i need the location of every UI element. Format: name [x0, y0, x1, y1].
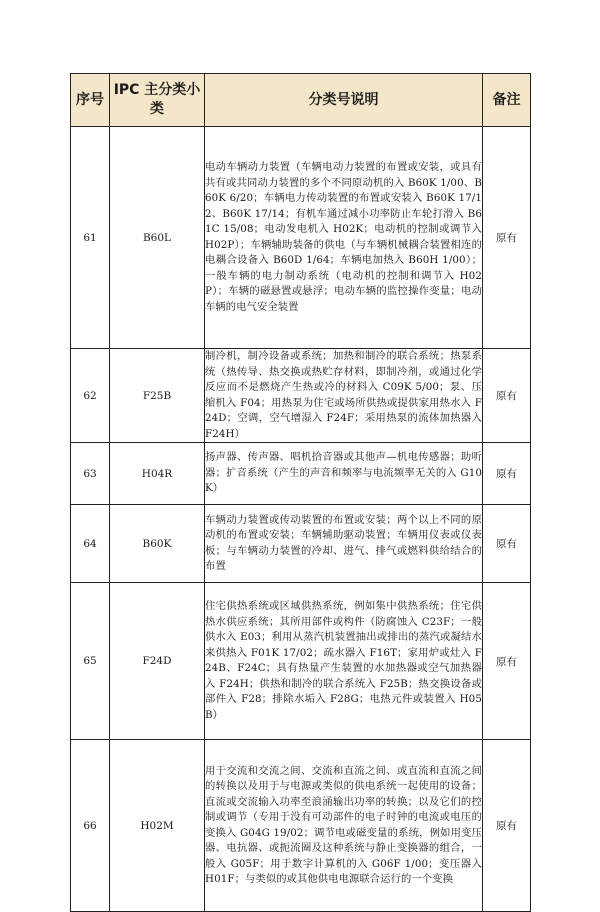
row-number: 65: [71, 583, 110, 740]
row-ipc-code: F24D: [110, 583, 205, 740]
row-description: 电动车辆动力装置（车辆电动力装置的布置或安装，或具有共有或共同动力装置的多个不同原动机的入 B60K 1/00、B60K 6/20；车辆电力传动装置的布置或安装入 B60K 17/12、B60K 17/14；有机车通过减小功率防止车轮打滑入 B61C 15/08；电动发电机入 H02K；电动机的控制或调节入 H02P）；车辆辅助装备的供电（与车辆机械耦合装置相连的电耦合设备入 B60D 1/64；车辆电加热入 B60H 1/00）；一般车辆的电力制动系统（电动机的控制和调节入 H02P）；车辆的磁悬置或悬浮；电动车辆的监控操作变量；电动车辆的电气安全装置: [205, 127, 483, 349]
row-remark: 原有: [483, 443, 531, 505]
ipc-classification-table: [70, 73, 531, 912]
row-ipc-code: B60K: [110, 505, 205, 583]
header-number: 序号: [71, 74, 110, 127]
row-number: 64: [71, 505, 110, 583]
row-number: 62: [71, 349, 110, 443]
row-remark: 原有: [483, 349, 531, 443]
row-number: 61: [71, 127, 110, 349]
row-remark: 原有: [483, 583, 531, 740]
row-description: 用于交流和交流之间、交流和直流之间、或直流和直流之间的转换以及用于与电源或类似的供电系统一起使用的设备；直流或交流输入功率至浪涌输出功率的转换；以及它们的控制或调节（专用于没有可动部件的电子时钟的电流或电压的变换入 G04G 19/02；调节电或磁变量的系统，例如用变压器、电抗器、或扼流圈及这种系统与静止变换器的组合，一般入 G05F；用于数字计算机的入 G06F 1/00；变压器入 H01F；与类似的或其他供电电源联合运行的一个变换: [205, 740, 483, 912]
table-row: [71, 740, 531, 912]
table-row: [71, 443, 531, 505]
header-ipc-subclass: IPC 主分类小类: [110, 74, 205, 127]
row-ipc-code: F25B: [110, 349, 205, 443]
row-ipc-code: H02M: [110, 740, 205, 912]
row-description: 扬声器、传声器、唱机拾音器或其他声—机电传感器；助听器；扩音系统（产生的声音和频率与电流频率无关的入 G10K）: [205, 443, 483, 505]
table-row: [71, 349, 531, 443]
table-header-row: [71, 74, 531, 127]
header-remark: 备注: [483, 74, 531, 127]
row-remark: 原有: [483, 127, 531, 349]
row-description: 车辆动力装置或传动装置的布置或安装；两个以上不同的原动机的布置或安装；车辆辅助驱动装置；车辆用仪表或仪表板；与车辆动力装置的冷却、进气、排气或燃料供给结合的布置: [205, 505, 483, 583]
row-ipc-code: B60L: [110, 127, 205, 349]
row-number: 66: [71, 740, 110, 912]
header-description: 分类号说明: [205, 74, 483, 127]
table-row: [71, 583, 531, 740]
table-row: [71, 505, 531, 583]
table-row: [71, 127, 531, 349]
row-remark: 原有: [483, 740, 531, 912]
row-description: 住宅供热系统或区域供热系统，例如集中供热系统；住宅供热水供应系统；其所用部件或构件（防腐蚀入 C23F；一般供水入 E03；利用从蒸汽机装置抽出或排出的蒸汽或凝结水来供热入 F01K 17/02；疏水器入 F16T；家用炉或灶入 F24B、F24C；具有热量产生装置的水加热器或空气加热器入 F24H；供热和制冷的联合系统入 F25B；热交换设备或部件入 F28；排除水垢入 F28G；电热元件或装置入 H05B）: [205, 583, 483, 740]
row-number: 63: [71, 443, 110, 505]
row-remark: 原有: [483, 505, 531, 583]
row-description: 制冷机，制冷设备或系统；加热和制冷的联合系统；热泵系统（热传导、热交换或热贮存材料，即制冷剂，或通过化学反应而不是燃烧产生热或冷的材料入 C09K 5/00；泵、压缩机入 F04；用热泵为住宅或场所供热或提供家用热水入 F24D；空调，空气增湿入 F24F；采用热泵的流体加热器入 F24H）: [205, 349, 483, 443]
row-ipc-code: H04R: [110, 443, 205, 505]
